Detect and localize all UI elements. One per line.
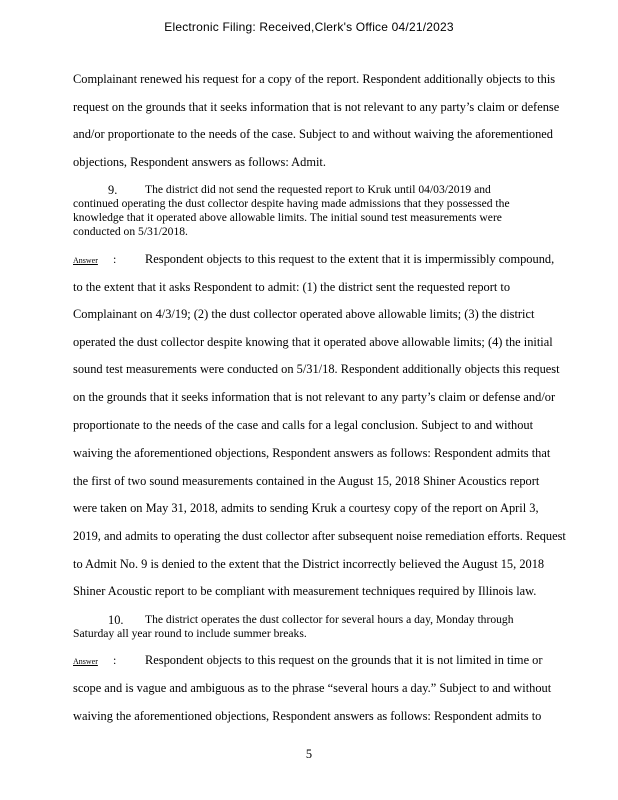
answer-9-line: Respondent objects to this request to the extent that it is impermissibly compound, [145, 252, 555, 266]
answer-9-line: to Admit No. 9 is denied to the extent that the District incorrectly believed the August 15, 2018 [73, 557, 545, 571]
answer-9-line: Shiner Acoustic report to be compliant with measurement techniques required by Illinois law. [73, 584, 537, 598]
answer-9-line: Complainant on 4/3/19; (2) the dust collector operated above allowable limits; (3) the district [73, 307, 535, 321]
answer-colon: : [113, 252, 117, 266]
answer-9-line: waiving the aforementioned objections, Respondent answers as follows: Respondent admits that [73, 446, 551, 460]
answer-colon: : [113, 653, 117, 667]
answer-9-line: were taken on May 31, 2018, admits to sending Kruk a courtesy copy of the report on April 3, [73, 501, 539, 515]
answer-label: Answer [73, 256, 98, 265]
request-9-line: knowledge that it operated above allowable limits. The initial sound test measurements were [73, 211, 502, 224]
page-number: 5 [305, 747, 313, 761]
body-line: objections, Respondent answers as follows: Admit. [73, 155, 326, 169]
body-line: Complainant renewed his request for a copy of the report. Respondent additionally objects to this [73, 72, 556, 86]
request-10-line: The district operates the dust collector for several hours a day, Monday through [145, 613, 514, 626]
request-number-9: 9. [108, 183, 118, 197]
answer-10-line: waiving the aforementioned objections, Respondent answers as follows: Respondent admits to [73, 709, 542, 723]
answer-9-line: to the extent that it asks Respondent to admit: (1) the district sent the requested report to [73, 280, 511, 294]
answer-9-line: on the grounds that it seeks information that is not relevant to any party’s claim or defense and/or [73, 390, 556, 404]
answer-9-line: operated the dust collector despite knowing that it operated above allowable limits; (4) the initial [73, 335, 553, 349]
request-9-line: The district did not send the requested report to Kruk until 04/03/2019 and [145, 183, 491, 196]
answer-10-line: Respondent objects to this request on the grounds that it is not limited in time or [145, 653, 543, 667]
request-9-line: continued operating the dust collector despite having made admissions that they possessed the [73, 197, 510, 210]
body-line: and/or proportionate to the needs of the case. Subject to and without waiving the aforementioned [73, 127, 553, 141]
body-line: request on the grounds that it seeks information that is not relevant to any party’s claim or defense [73, 100, 560, 114]
request-10-line: Saturday all year round to include summer breaks. [73, 627, 307, 640]
answer-label: Answer [73, 657, 98, 666]
request-9-line: conducted on 5/31/2018. [73, 225, 188, 238]
answer-9-line: 2019, and admits to operating the dust collector after subsequent noise remediation efforts. Request [73, 529, 566, 543]
answer-9-line: proportionate to the needs of the case and calls for a legal conclusion. Subject to and without [73, 418, 534, 432]
answer-9-line: the first of two sound measurements contained in the August 15, 2018 Shiner Acoustics report [73, 474, 540, 488]
answer-9-line: sound test measurements were conducted on 5/31/18. Respondent additionally objects this request [73, 362, 560, 376]
filing-header: Electronic Filing: Received,Clerk's Office 04/21/2023 [164, 20, 454, 34]
answer-10-line: scope and is vague and ambiguous as to the phrase “several hours a day.” Subject to and without [73, 681, 552, 695]
request-number-10: 10. [108, 613, 124, 627]
